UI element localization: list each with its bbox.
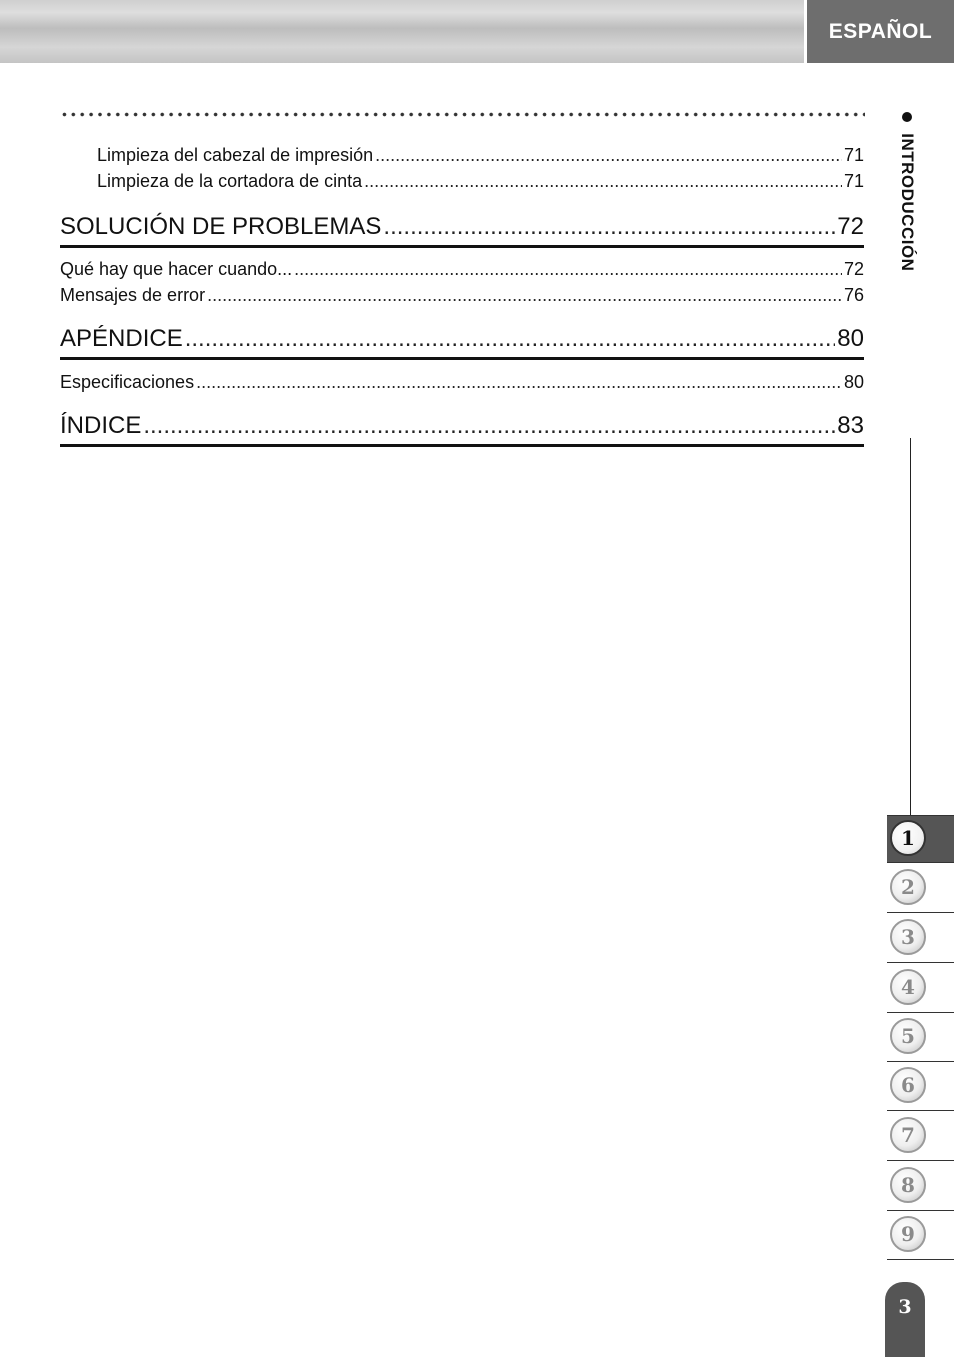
toc-section-title: SOLUCIÓN DE PROBLEMAS — [60, 213, 382, 240]
chapter-number: 6 — [890, 1067, 926, 1103]
side-vertical-line — [910, 438, 911, 816]
toc-entry[interactable] — [60, 372, 864, 393]
chapter-tab-8[interactable] — [887, 1163, 954, 1211]
header-band — [0, 0, 804, 63]
toc-section-index[interactable] — [60, 412, 864, 447]
toc-entry-page: 80 — [843, 372, 864, 392]
chapter-tab-1[interactable] — [887, 815, 954, 863]
toc-section-title: APÉNDICE — [60, 325, 183, 352]
chapter-number: 7 — [890, 1117, 926, 1153]
toc-entry-page: 72 — [843, 259, 864, 279]
toc-entry[interactable] — [97, 171, 864, 192]
language-tab: ESPAÑOL — [807, 0, 954, 63]
section-side-label — [893, 112, 917, 271]
chapter-number: 4 — [890, 969, 926, 1005]
toc-entry-title: Limpieza del cabezal de impresión — [97, 145, 374, 165]
toc-leader — [383, 213, 835, 241]
toc-leader — [185, 325, 836, 353]
toc-entry-title: Especificaciones — [60, 372, 195, 392]
dotted-rule — [60, 112, 865, 117]
chapter-number: 9 — [890, 1216, 926, 1252]
toc-leader — [375, 145, 842, 166]
chapter-tab-9[interactable] — [887, 1212, 954, 1260]
toc-section-appendix[interactable] — [60, 325, 864, 360]
toc-leader — [294, 259, 842, 280]
chapter-tab-2[interactable] — [887, 865, 954, 913]
toc-leader — [196, 372, 842, 393]
toc-section-page: 72 — [837, 213, 864, 240]
toc-section-page: 83 — [837, 412, 864, 439]
chapter-number: 3 — [890, 919, 926, 955]
toc-entry[interactable] — [60, 259, 864, 280]
toc-entry-page: 76 — [843, 285, 864, 305]
toc-entry-title: Limpieza de la cortadora de cinta — [97, 171, 363, 191]
toc-entry[interactable] — [97, 145, 864, 166]
toc-leader — [364, 171, 842, 192]
page-number: 3 — [898, 1296, 912, 1318]
chapter-number: 1 — [890, 820, 926, 856]
toc-leader — [207, 285, 842, 306]
page-number-tab — [885, 1282, 925, 1357]
toc-entry[interactable] — [60, 285, 864, 306]
toc-section-troubleshooting[interactable] — [60, 213, 864, 248]
toc-entry-page: 71 — [843, 171, 864, 191]
toc-entry-title: Mensajes de error — [60, 285, 206, 305]
chapter-tab-7[interactable] — [887, 1113, 954, 1161]
toc-section-title: ÍNDICE — [60, 412, 142, 439]
chapter-tab-5[interactable] — [887, 1014, 954, 1062]
section-side-label-text: INTRODUCCIÓN — [898, 133, 917, 272]
chapter-number: 8 — [890, 1167, 926, 1203]
toc-leader — [143, 412, 835, 440]
chapter-number: 2 — [890, 869, 926, 905]
toc-entry-title: Qué hay que hacer cuando... — [60, 259, 293, 279]
toc-entry-page: 71 — [843, 145, 864, 165]
chapter-tab-4[interactable] — [887, 965, 954, 1013]
chapter-tab-3[interactable] — [887, 915, 954, 963]
bullet-icon — [902, 112, 912, 122]
toc-section-page: 80 — [837, 325, 864, 352]
chapter-number: 5 — [890, 1018, 926, 1054]
chapter-tab-6[interactable] — [887, 1063, 954, 1111]
